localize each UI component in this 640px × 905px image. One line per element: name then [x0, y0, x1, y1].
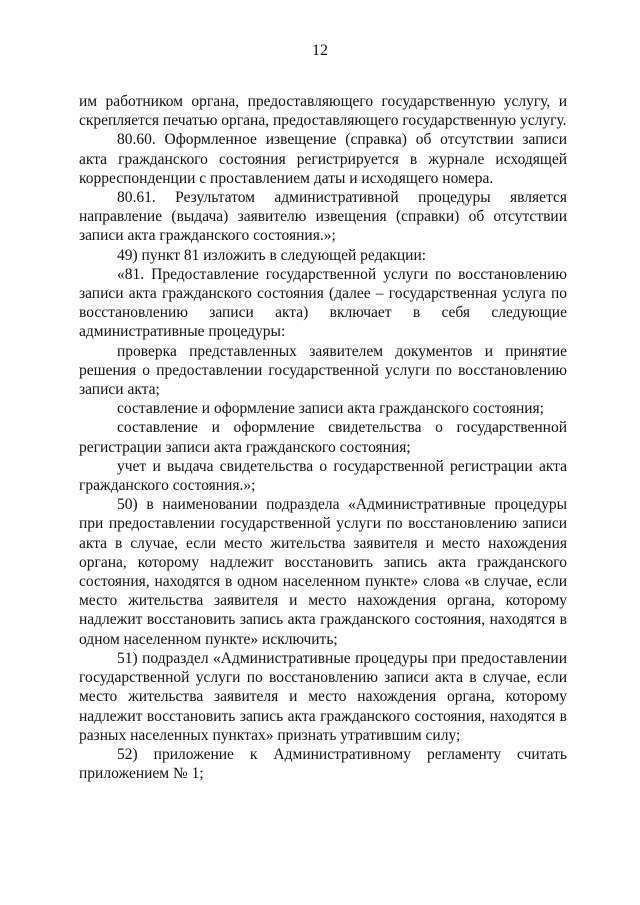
document-body [79, 92, 567, 783]
paragraph: составление и оформление записи акта гражданского состояния; [117, 400, 544, 418]
paragraph: 49) пункт 81 изложить в следующей редакции: [117, 246, 427, 264]
paragraph: им работником органа, предоставляющего государственную услугу, и скрепляется печатью органа, предоставляющего государственную услугу. [79, 93, 567, 130]
paragraph: 80.60. Оформленное извещение (справка) об отсутствии записи акта гражданского состояния регистрируется в журнале исходящей корреспонденции с проставлением даты и исходящего номера. [79, 131, 567, 187]
paragraph: «81. Предоставление государственной услуги по восстановлению записи акта гражданского состояния (далее – государственная услуга по восстановлению записи акта) включает в себя следующие административные процедуры: [79, 265, 567, 341]
paragraph: составление и оформление свидетельства о государственной регистрации записи акта гражданского состояния; [79, 419, 567, 456]
paragraph: проверка представленных заявителем документов и принятие решения о предоставлении государственной услуги по восстановлению записи акта; [79, 342, 567, 399]
paragraph: учет и выдача свидетельства о государственной регистрации акта гражданского состояния.»; [79, 457, 567, 495]
page-number: 12 [312, 42, 328, 59]
paragraph: 50) в наименовании подраздела «Административные процедуры при предоставлении государственной услуги по восстановлению записи акта в случае, если место жительства заявителя и место нахождения органа, которому надлежит восстановить запись акта гражданского состояния, находятся в одном населенном пункте» слова «в случае, если место жительства заявителя и место нахождения органа, которому надлежит восстановить запись акта гражданского состояния, находятся в одном населенном пункте» исключить; [79, 496, 567, 648]
paragraph: 51) подраздел «Административные процедуры при предоставлении государственной услуги по восстановлению записи акта в случае, если место жительства заявителя и место нахождения органа, которому надлежит восстановить запись акта гражданского состояния, находятся в разных населенных пунктах» признать утратившим силу; [79, 649, 567, 744]
paragraph: 52) приложение к Административному регламенту считать приложением № 1; [79, 745, 567, 783]
paragraph: 80.61. Результатом административной процедуры является направление (выдача) заявителю извещения (справки) об отсутствии записи акта гражданского состояния.»; [79, 189, 567, 245]
